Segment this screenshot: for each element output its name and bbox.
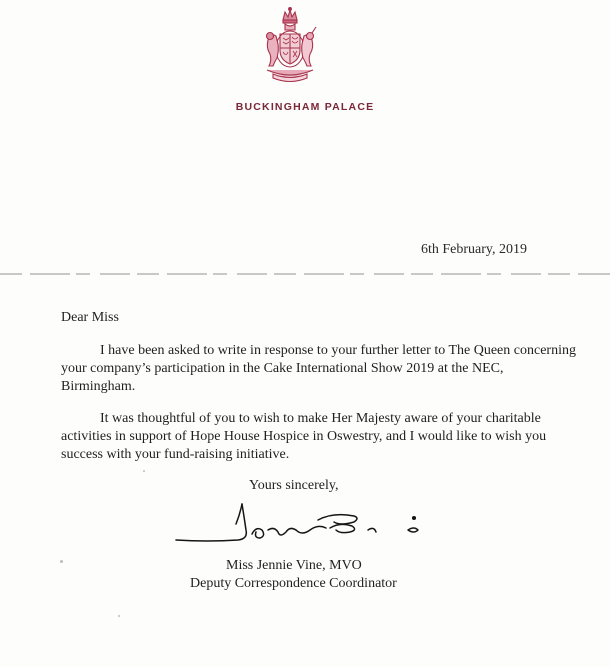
signer-title: Deputy Correspondence Coordinator [190,576,397,591]
closing-line: Yours sincerely, [249,478,339,493]
palace-address: BUCKINGHAM PALACE [235,101,375,113]
royal-coat-of-arms-icon [261,6,319,84]
letter-date: 6th February, 2019 [421,242,528,257]
fold-line [0,272,610,276]
scan-speck [118,615,120,617]
scan-speck [60,560,63,563]
salutation: Dear Miss [61,310,119,325]
body-paragraph-1: I have been asked to write in response to your further letter to The Queen concerning your company’s participation in the Cake International Show 2019 at the NEC, Birmingham. [61,343,576,394]
handwritten-signature [168,500,448,550]
scan-speck [143,470,145,472]
body-paragraph-2: It was thoughtful of you to wish to make Her Majesty aware of your charitable activities in support of Hope House Hospice in Oswestry, and I would like to wish you success with your fund-raising initiative. [61,411,547,462]
signer-name: Miss Jennie Vine, MVO [226,558,362,573]
